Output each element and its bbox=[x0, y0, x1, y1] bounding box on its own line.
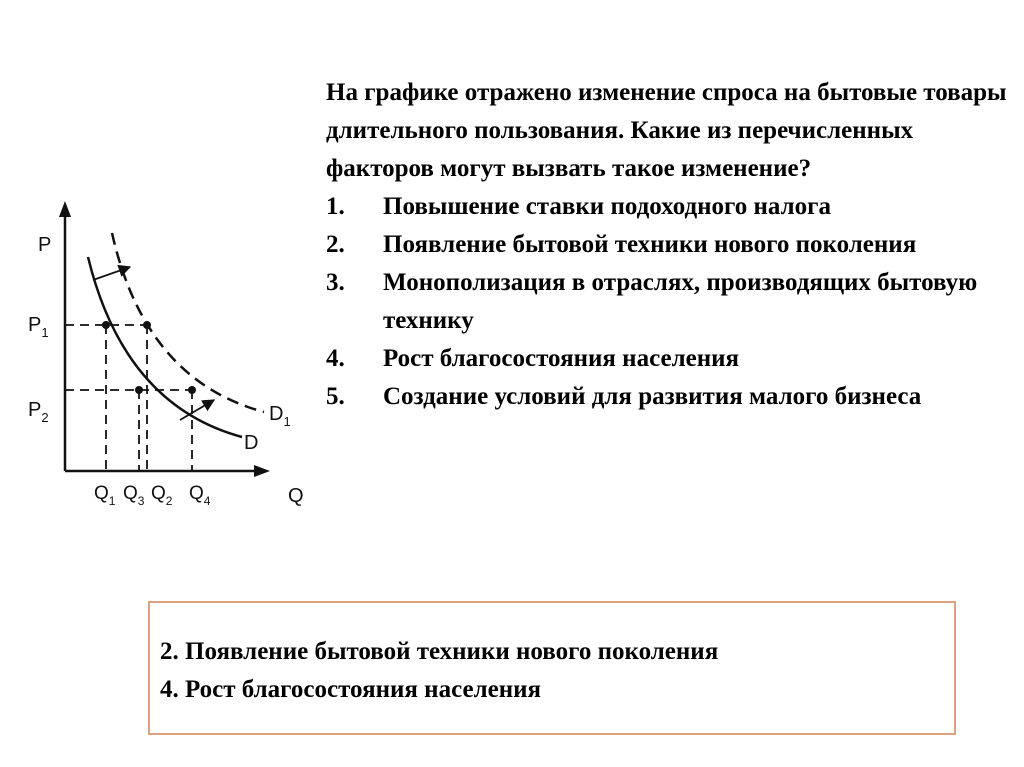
point-p1-d1 bbox=[143, 321, 151, 329]
p1-label: $P_1$ bbox=[28, 314, 49, 340]
q4-label: $Q_4$ bbox=[189, 483, 211, 508]
list-item-number: 2. bbox=[326, 231, 345, 258]
list-item-number: 3. bbox=[326, 269, 345, 296]
answer-line: 4. Рост благосостояния населения bbox=[160, 676, 542, 703]
answer-line: 2. Появление бытовой техники нового поколения bbox=[160, 638, 719, 665]
list-item-number: 1. bbox=[326, 193, 345, 220]
p2-label: $P_2$ bbox=[28, 399, 49, 425]
factor-list bbox=[326, 188, 1016, 416]
list-item-text: Появление бытовой техники нового поколения bbox=[383, 231, 917, 258]
question-block bbox=[326, 74, 1016, 416]
x-axis-label: Q bbox=[288, 485, 304, 507]
q3-label: $Q_3$ bbox=[123, 483, 145, 508]
curve-d1-label: $D_1$ bbox=[269, 403, 291, 429]
list-item bbox=[326, 188, 1016, 226]
list-item-text: Монополизация в отраслях, производящих бытовую технику bbox=[383, 269, 978, 334]
demand-curve-d bbox=[88, 257, 242, 437]
q1-label: $Q_1$ bbox=[94, 483, 116, 508]
point-p1-d bbox=[102, 321, 110, 329]
demand-curve-d1 bbox=[112, 233, 264, 412]
demand-shift-graph bbox=[20, 195, 304, 515]
q2-label: $Q_2$ bbox=[151, 483, 173, 508]
list-item-number: 5. bbox=[326, 383, 345, 410]
question-intro: На графике отражено изменение спроса на бытовые товары длительного пользования. Какие из перечисленных факторов могут вызвать такое изменение? bbox=[326, 79, 1007, 182]
y-axis-arrow-icon bbox=[59, 201, 71, 217]
point-p2-d1 bbox=[188, 386, 196, 394]
curve-d-label: D bbox=[244, 432, 259, 454]
list-item-text: Повышение ставки подоходного налога bbox=[383, 193, 832, 220]
list-item bbox=[326, 378, 1016, 416]
shift-arrow-lower bbox=[180, 400, 214, 420]
y-axis-label: P bbox=[38, 234, 52, 256]
list-item bbox=[326, 226, 1016, 264]
list-item bbox=[326, 340, 1016, 378]
answer-box bbox=[148, 601, 956, 735]
point-p2-d bbox=[135, 386, 143, 394]
list-item-text: Рост благосостояния населения bbox=[383, 345, 740, 372]
x-axis-arrow-icon bbox=[254, 465, 270, 477]
list-item bbox=[326, 264, 1016, 340]
list-item-text: Создание условий для развития малого бизнеса bbox=[383, 383, 922, 410]
list-item-number: 4. bbox=[326, 345, 345, 372]
